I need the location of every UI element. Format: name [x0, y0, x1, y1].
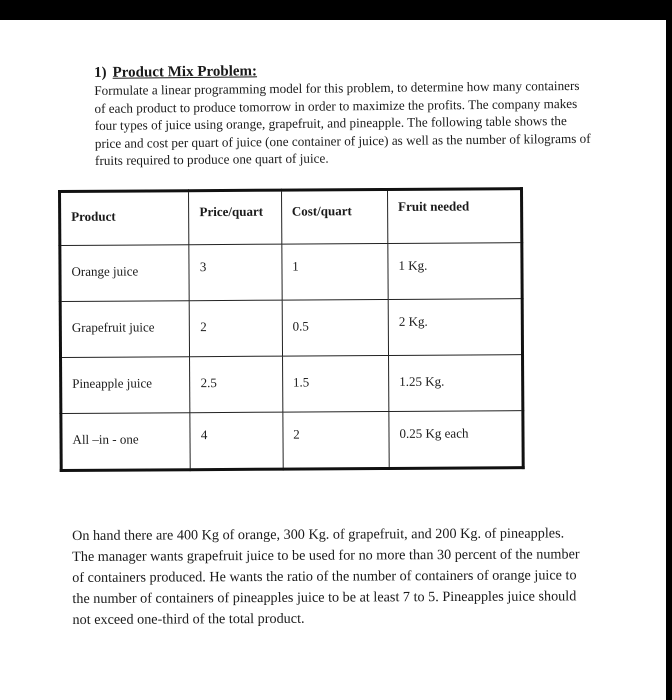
cell-fruit: 1.25 Kg. — [389, 354, 523, 411]
footer-line: not exceed one-third of the total product. — [72, 610, 305, 628]
cell-price: 2.5 — [190, 356, 283, 412]
intro-line: of each product to produce tomorrow in order to maximize the profits. The company makes — [94, 95, 578, 116]
intro-line: Formulate a linear programming model for this problem, to determine how many containers — [94, 77, 580, 98]
footer-line: The manager wants grapefruit juice to be used for no more than 30 percent of the number — [72, 546, 580, 565]
document-page — [0, 20, 666, 700]
intro-line: four types of juice using orange, grapefruit, and pineapple. The following table shows the — [94, 113, 567, 133]
cell-fruit: 0.25 Kg each — [389, 410, 523, 468]
intro-line: fruits required to produce one quart of juice. — [94, 150, 329, 168]
table-row — [60, 243, 522, 302]
problem-number: 1) — [94, 64, 107, 81]
product-table — [58, 187, 525, 472]
cell-product: Grapefruit juice — [60, 301, 190, 358]
cell-product: Pineapple juice — [61, 356, 191, 413]
header-cost: Cost/quart — [281, 189, 388, 244]
cell-cost: 1 — [282, 244, 389, 300]
cell-fruit: 2 Kg. — [388, 299, 522, 356]
cell-price: 3 — [189, 244, 282, 300]
table-row — [61, 354, 523, 413]
problem-intro — [94, 77, 595, 170]
problem-title: Product Mix Problem: — [112, 63, 258, 81]
header-fruit-needed: Fruit needed — [388, 189, 522, 244]
product-table-wrapper — [58, 187, 525, 472]
cell-cost: 2 — [283, 411, 390, 469]
footer-line: of containers produced. He wants the ratio of the number of containers of orange juice to — [72, 567, 577, 586]
footer-line: the number of containers of pineapples juice to be at least 7 to 5. Pineapples juice should — [72, 588, 577, 607]
constraints-paragraph — [72, 523, 633, 631]
cell-price: 2 — [190, 300, 283, 356]
header-product: Product — [60, 191, 190, 246]
header-price: Price/quart — [189, 190, 282, 245]
problem-block — [94, 59, 595, 170]
table-row — [61, 410, 523, 470]
table-header-row — [60, 189, 522, 246]
cell-product: Orange juice — [60, 245, 190, 302]
cell-cost: 1.5 — [282, 355, 389, 411]
footer-line: On hand there are 400 Kg of orange, 300 Kg. of grapefruit, and 200 Kg. of pineapples. — [72, 525, 565, 544]
cell-fruit: 1 Kg. — [388, 243, 522, 300]
cell-cost: 0.5 — [282, 299, 389, 355]
intro-line: price and cost per quart of juice (one container of juice) as well as the number of kilograms of — [94, 130, 591, 151]
cell-product: All –in - one — [61, 412, 191, 470]
cell-price: 4 — [190, 412, 283, 470]
table-row — [60, 299, 522, 358]
